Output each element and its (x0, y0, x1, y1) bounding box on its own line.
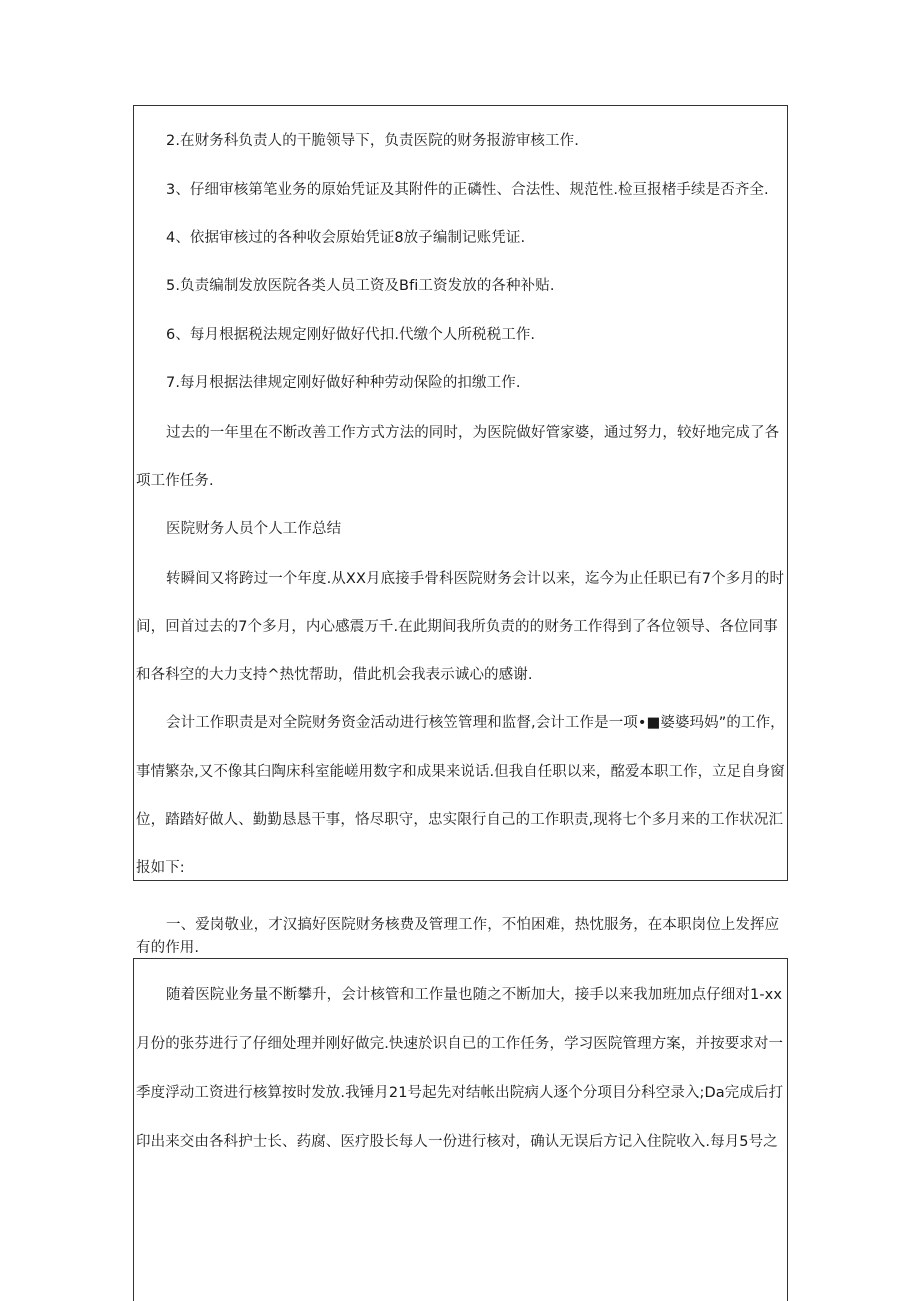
paragraph-line: 和各科空的大力支持^热忱帮助，借此机会我表示诚心的感谢. (136, 667, 533, 683)
paragraph-line: 事情繁杂,又不像其臼陶床科室能嵯用数字和成果来说话.但我自任职以来，酩爱本职工作，立足自身窗 (136, 764, 785, 780)
duty-item-2: 2.在财务科负责人的干脆领导下，负责医院的财务报游审核工作. (166, 133, 579, 149)
duty-item-7: 7.每月根据法律规定刚好做好种种劳动保险的扣缴工作. (166, 375, 521, 391)
text-frame-bottom (133, 958, 788, 1301)
paragraph-line: 一、爱岗敬业，才汉搞好医院财务核费及管理工作，不怕困难，热忱服务，在本职岗位上发挥应 (166, 917, 780, 933)
paragraph-line: 有的作用. (136, 940, 200, 956)
duty-item-4: 4、依据审核过的各种收会原始凭证8放子编制记账凭证. (166, 230, 526, 246)
paragraph-line: 报如下: (136, 860, 185, 876)
paragraph-line: 月份的张芬进行了仔细处理并刚好做完.快速於识自已的工作任务，学习医院管理方案，并按要求对一 (136, 1036, 784, 1052)
duty-item-3: 3、仔细审核第笔业务的原始凭证及其附件的正磷性、合法性、规范性.检亘报楮手续是否齐全. (166, 182, 769, 198)
paragraph-line: 转瞬间又将跨过一个年度.从XX月底接手骨科医院财务会计以来，迄今为止任职已有7个多月的时 (166, 571, 785, 587)
section-title: 医院财务人员个人工作总结 (166, 521, 342, 537)
duty-item-5: 5.负责编制发放医院各类人员工资及Bfi工资发放的各种补贴. (166, 278, 555, 294)
paragraph-line: 间，回首过去的7个多月，内心感震万千.在此期间我所负责的的财务工作得到了各位领导、各位同事 (136, 619, 778, 635)
paragraph-line: 过去的一年里在不断改善工作方式方法的同时，为医院做好管家婆，通过努力，较好地完成了各 (166, 425, 780, 441)
paragraph-line: 随着医院业务量不断攀升，会计核管和工作量也随之不断加大，接手以来我加班加点仔细对1-xx (166, 987, 783, 1003)
paragraph-line: 会计工作职责是对全院财务资金活动进行核笠管理和监督,会计工作是一项•■婆婆玛妈”的工作， (166, 715, 785, 731)
paragraph-line: 季度浮动工资进行核算按时发放.我锤月21号起先对结帐出院病人逐个分项目分科空录入;Da完成后打 (136, 1085, 784, 1101)
duty-item-6: 6、每月根据税法规定刚好做好代扣.代缴个人所税税工作. (166, 327, 536, 343)
paragraph-line: 印出来交由各科护士长、药腐、医疗股长每人一份进行核对，确认无误后方记入住院收入.每月5号之 (136, 1134, 778, 1150)
paragraph-line: 位，踏踏好做人、勤勤恳恳干事，恪尽职守，忠实限行自己的工作职责,现将七个多月来的工作状况汇 (136, 812, 784, 828)
paragraph-line: 项工作任务. (136, 473, 214, 489)
